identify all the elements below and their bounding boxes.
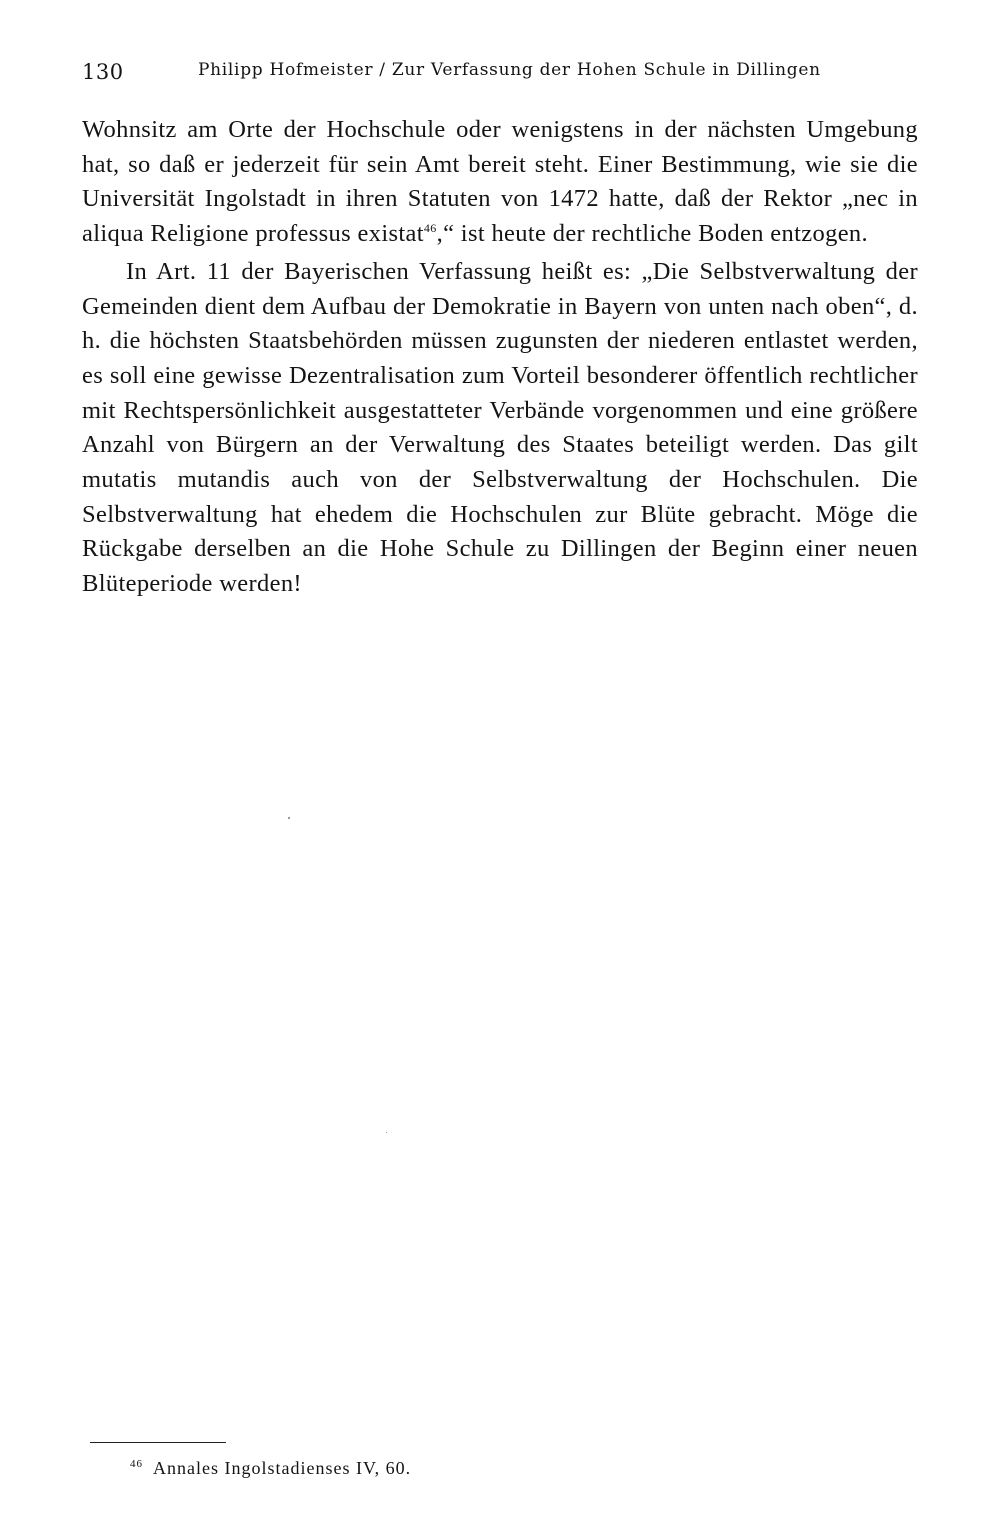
scan-speck <box>386 1132 387 1133</box>
running-head: Philipp Hofmeister / Zur Verfassung der Hohen Schule in Dillingen <box>198 60 821 80</box>
footnote-text: Annales Ingolstadienses IV, 60. <box>153 1458 412 1478</box>
footnote-number: 46 <box>130 1458 143 1470</box>
footnote <box>130 1458 411 1479</box>
paragraph-2: In Art. 11 der Bayerischen Verfassung heißt es: „Die Selbstverwaltung der Gemeinden dient dem Aufbau der Demokratie in Bayern von unten nach oben“, d. h. die höchsten Staatsbehörden müssen zugunsten der niederen entlastet werden, es soll eine gewisse Dezentralisation zum Vorteil besonderer öffentlich rechtlicher mit Rechtspersönlichkeit ausgestatteter Verbände vorgenommen und eine größere Anzahl von Bürgern an der Verwaltung des Staates beteiligt werden. Das gilt mutatis mutandis auch von der Selbstverwaltung der Hochschulen. Die Selbstverwaltung hat ehedem die Hochschulen zur Blüte gebracht. Möge die Rückgabe derselben an die Hohe Schule zu Dillingen der Beginn einer neuen Blüteperiode werden! <box>82 257 918 598</box>
scan-speck <box>288 817 290 819</box>
footnote-rule <box>90 1442 226 1443</box>
paragraph-1-text-end: ,“ ist heute der rechtliche Boden entzogen. <box>436 220 868 248</box>
body-text <box>82 113 918 602</box>
page-number: 130 <box>82 60 124 84</box>
footnote-reference: 46 <box>423 220 437 235</box>
paragraph-1-text: Wohnsitz am Orte der Hochschule oder wenigstens in der nächsten Umgebung hat, so daß er jederzeit für sein Amt bereit steht. Einer Bestimmung, wie sie die Universität Ingolstadt in ihren Statuten von 1472 hatte, daß der Rektor „nec in aliqua Religione professus existat <box>82 116 918 248</box>
paragraph-1 <box>82 113 918 252</box>
